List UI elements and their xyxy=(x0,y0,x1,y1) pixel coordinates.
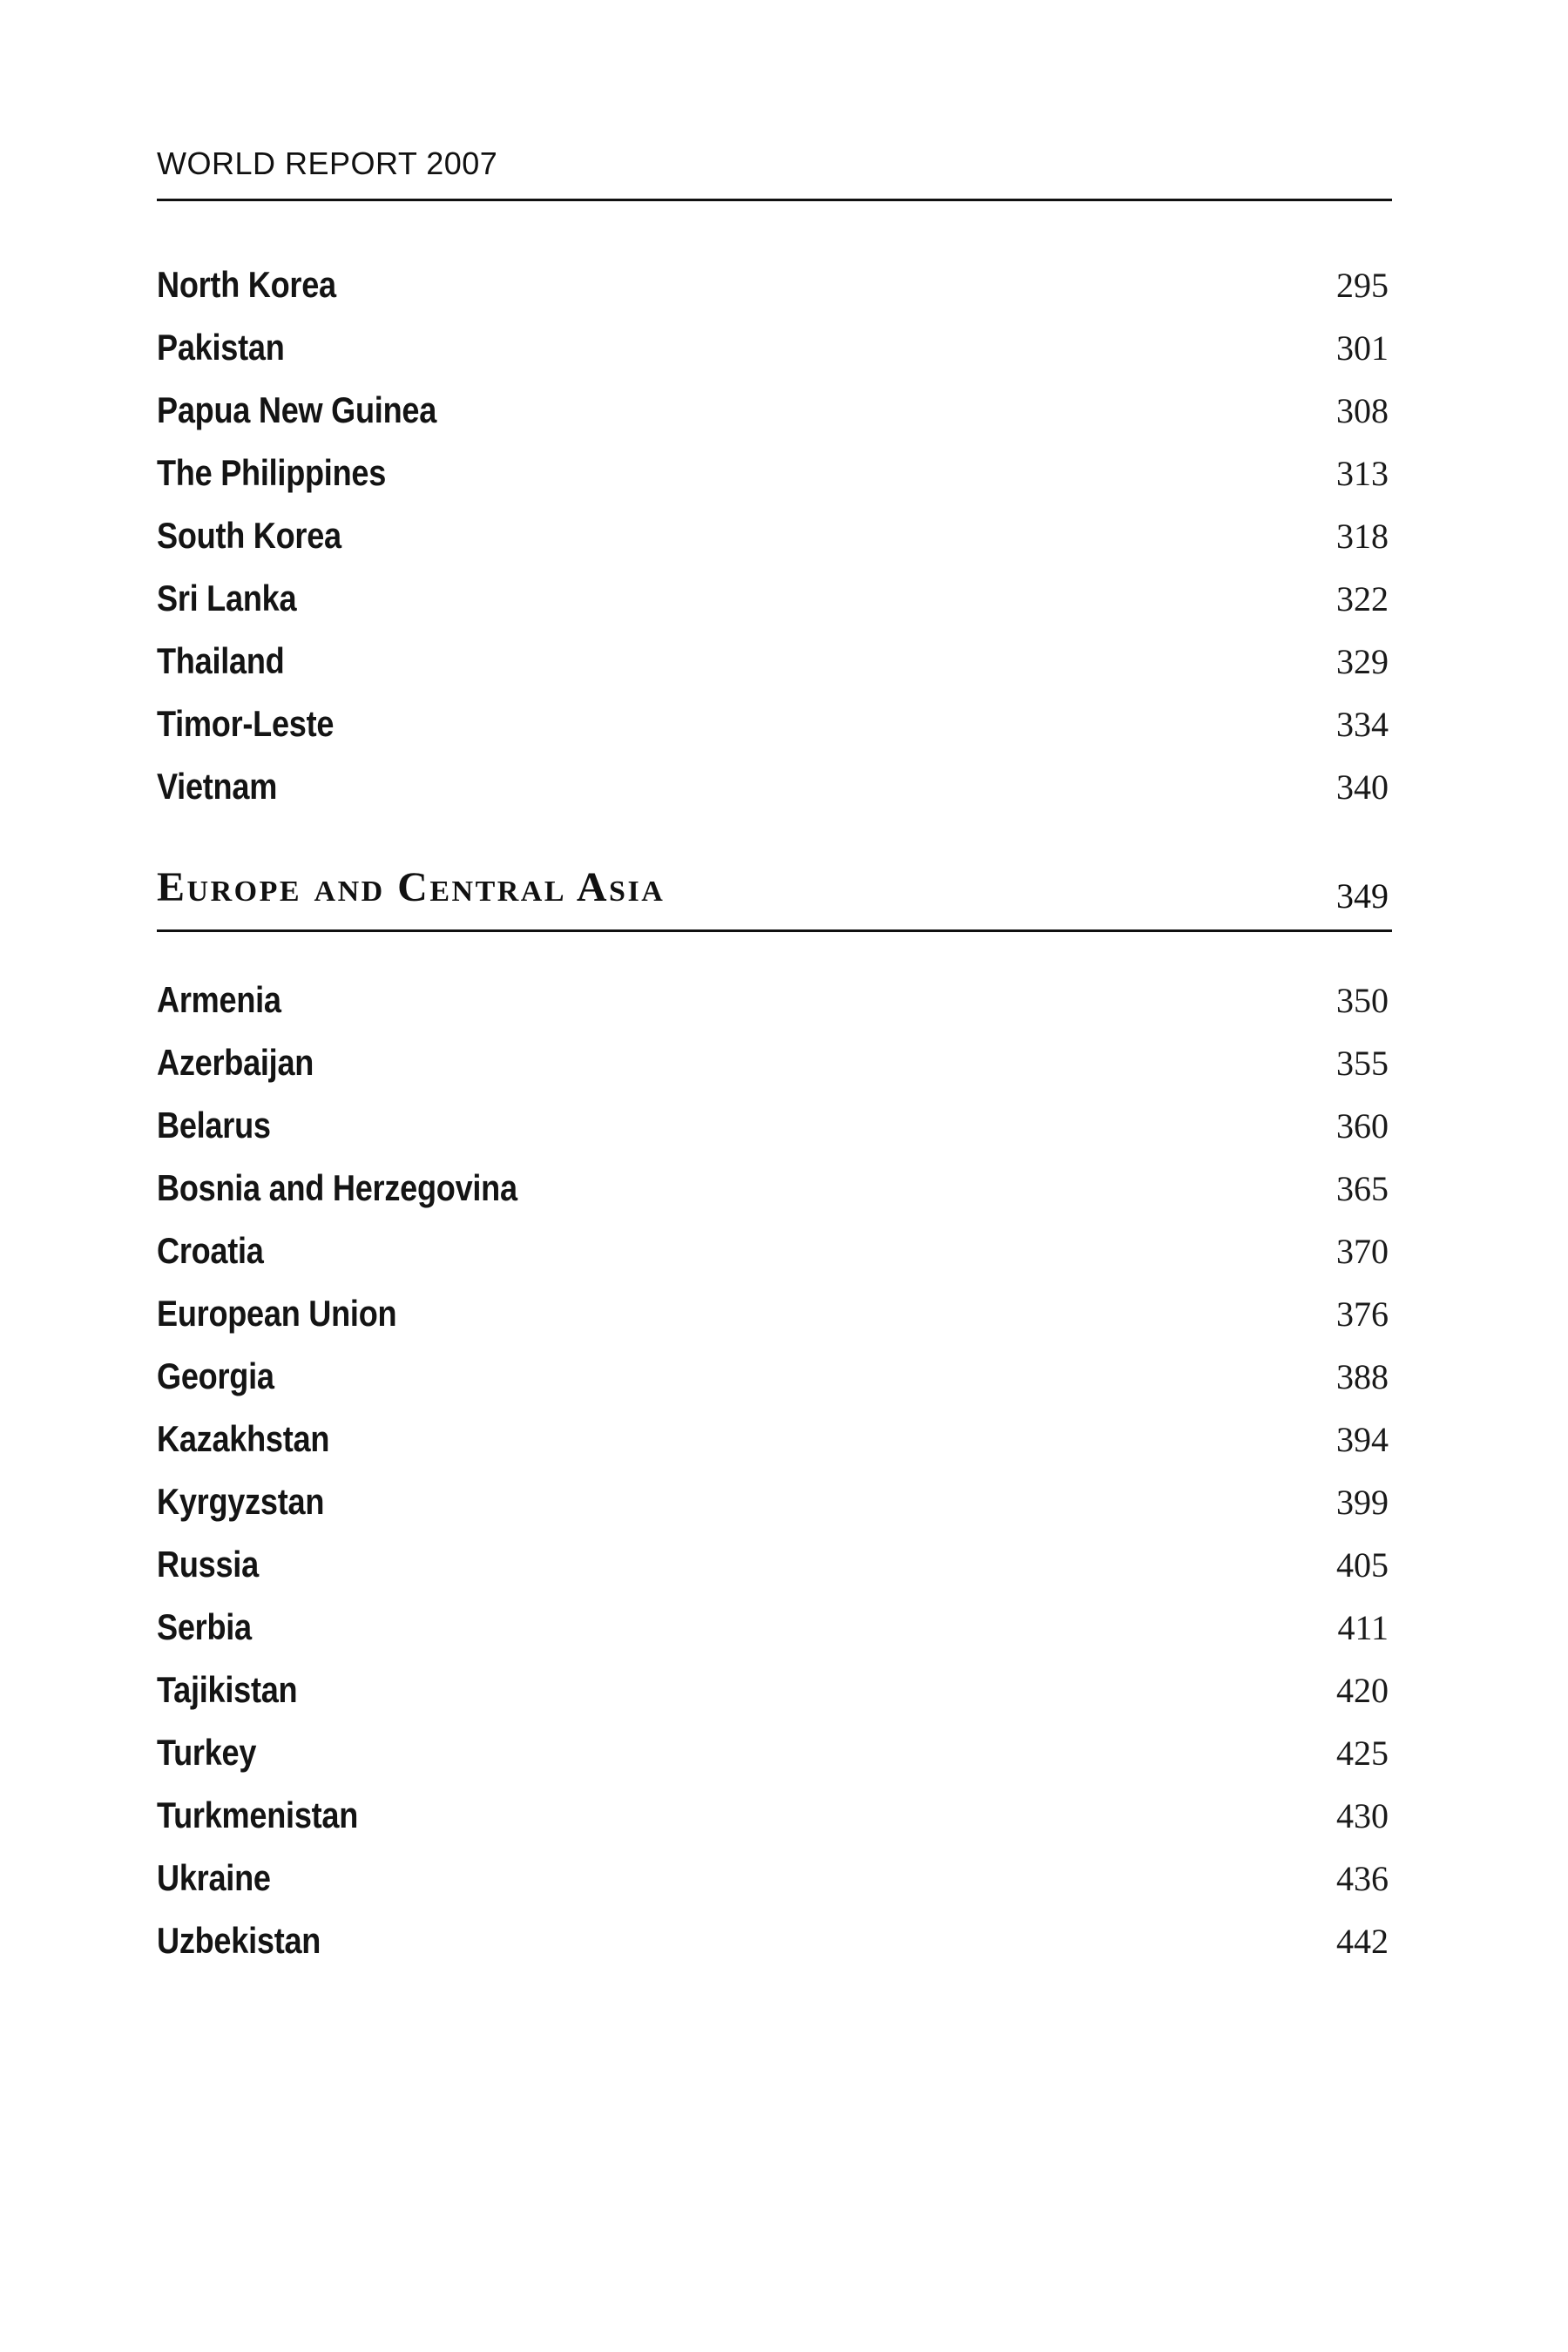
toc-entry-page: 329 xyxy=(1336,642,1389,681)
toc-entry-page: 313 xyxy=(1336,454,1389,493)
toc-entry-page: 430 xyxy=(1336,1796,1389,1835)
section-title: Europe and Central Asia xyxy=(157,864,666,910)
toc-entry[interactable] xyxy=(157,379,1392,442)
toc-entry-title: Russia xyxy=(157,1544,259,1585)
toc-entry-title: Turkey xyxy=(157,1732,257,1773)
toc-entry-title: Timor-Leste xyxy=(157,703,335,744)
toc-entry-title: Bosnia and Herzegovina xyxy=(157,1167,517,1208)
toc-entry-page: 399 xyxy=(1336,1483,1389,1522)
toc-entry[interactable] xyxy=(157,504,1392,567)
toc-entry[interactable] xyxy=(157,1721,1392,1784)
toc-entry-page: 436 xyxy=(1336,1859,1389,1898)
section-page: 349 xyxy=(1336,876,1389,916)
toc-entry[interactable] xyxy=(157,1157,1392,1220)
toc-entry[interactable] xyxy=(157,693,1392,755)
section-heading[interactable] xyxy=(157,851,1392,924)
toc-entry-page: 334 xyxy=(1336,705,1389,744)
toc-entry-page: 370 xyxy=(1336,1232,1389,1271)
toc-entry-title: South Korea xyxy=(157,515,341,556)
toc-entry-title: Uzbekistan xyxy=(157,1920,321,1961)
toc-entry[interactable] xyxy=(157,1659,1392,1721)
toc-entry-page: 318 xyxy=(1336,517,1389,556)
toc-entry-title: Belarus xyxy=(157,1105,271,1146)
toc-entry[interactable] xyxy=(157,1031,1392,1094)
toc-entry[interactable] xyxy=(157,316,1392,379)
toc-entry-page: 376 xyxy=(1336,1294,1389,1334)
toc-entry-title: Tajikistan xyxy=(157,1669,298,1710)
toc-entry-title: Kyrgyzstan xyxy=(157,1481,325,1522)
toc-entry[interactable] xyxy=(157,969,1392,1031)
section-rule xyxy=(157,929,1392,932)
toc-entry-title: Papua New Guinea xyxy=(157,389,437,430)
toc-entry[interactable] xyxy=(157,1596,1392,1659)
toc-entry-page: 420 xyxy=(1336,1671,1389,1710)
toc-entry[interactable] xyxy=(157,253,1392,316)
toc-entry-title: Armenia xyxy=(157,979,281,1020)
toc-entry-page: 442 xyxy=(1336,1922,1389,1961)
toc-entry-page: 405 xyxy=(1336,1545,1389,1585)
toc-entry-page: 355 xyxy=(1336,1044,1389,1083)
toc-entry-title: Azerbaijan xyxy=(157,1042,314,1083)
header-rule xyxy=(157,199,1392,201)
toc-entry-title: Turkmenistan xyxy=(157,1794,359,1835)
toc-entry[interactable] xyxy=(157,567,1392,630)
toc-entry-title: European Union xyxy=(157,1293,397,1334)
toc-entry-page: 322 xyxy=(1336,579,1389,618)
toc-entry-title: Kazakhstan xyxy=(157,1418,330,1459)
toc-entry-page: 360 xyxy=(1336,1106,1389,1146)
toc-list-asia xyxy=(157,253,1392,818)
toc-entry-page: 308 xyxy=(1336,391,1389,430)
toc-entry-title: Georgia xyxy=(157,1355,274,1396)
toc-entry[interactable] xyxy=(157,1220,1392,1282)
running-head: WORLD REPORT 2007 xyxy=(157,145,498,181)
toc-list-europe xyxy=(157,969,1392,1972)
toc-entry[interactable] xyxy=(157,755,1392,818)
toc-entry-title: Pakistan xyxy=(157,327,285,368)
toc-entry-page: 340 xyxy=(1336,767,1389,807)
toc-entry[interactable] xyxy=(157,1847,1392,1909)
toc-entry-page: 411 xyxy=(1337,1608,1389,1647)
toc-entry[interactable] xyxy=(157,1784,1392,1847)
toc-entry[interactable] xyxy=(157,1345,1392,1408)
toc-entry-title: Vietnam xyxy=(157,766,278,807)
toc-entry-title: Sri Lanka xyxy=(157,578,297,618)
table-of-contents-page xyxy=(157,145,1392,1972)
toc-entry-page: 350 xyxy=(1336,981,1389,1020)
toc-entry[interactable] xyxy=(157,1282,1392,1345)
toc-entry-title: North Korea xyxy=(157,264,336,305)
toc-entry-title: The Philippines xyxy=(157,452,387,493)
toc-entry-page: 425 xyxy=(1336,1734,1389,1773)
toc-entry-page: 295 xyxy=(1336,266,1389,305)
toc-entry-title: Thailand xyxy=(157,640,285,681)
toc-entry[interactable] xyxy=(157,1909,1392,1972)
toc-entry[interactable] xyxy=(157,1533,1392,1596)
toc-entry-title: Croatia xyxy=(157,1230,264,1271)
toc-entry-title: Ukraine xyxy=(157,1857,271,1898)
toc-entry-page: 301 xyxy=(1336,328,1389,368)
toc-entry[interactable] xyxy=(157,1094,1392,1157)
toc-entry-page: 388 xyxy=(1336,1357,1389,1396)
toc-entry[interactable] xyxy=(157,630,1392,693)
toc-entry[interactable] xyxy=(157,1408,1392,1470)
toc-entry-page: 365 xyxy=(1336,1169,1389,1208)
toc-entry-title: Serbia xyxy=(157,1606,252,1647)
toc-entry[interactable] xyxy=(157,442,1392,504)
toc-entry[interactable] xyxy=(157,1470,1392,1533)
toc-entry-page: 394 xyxy=(1336,1420,1389,1459)
